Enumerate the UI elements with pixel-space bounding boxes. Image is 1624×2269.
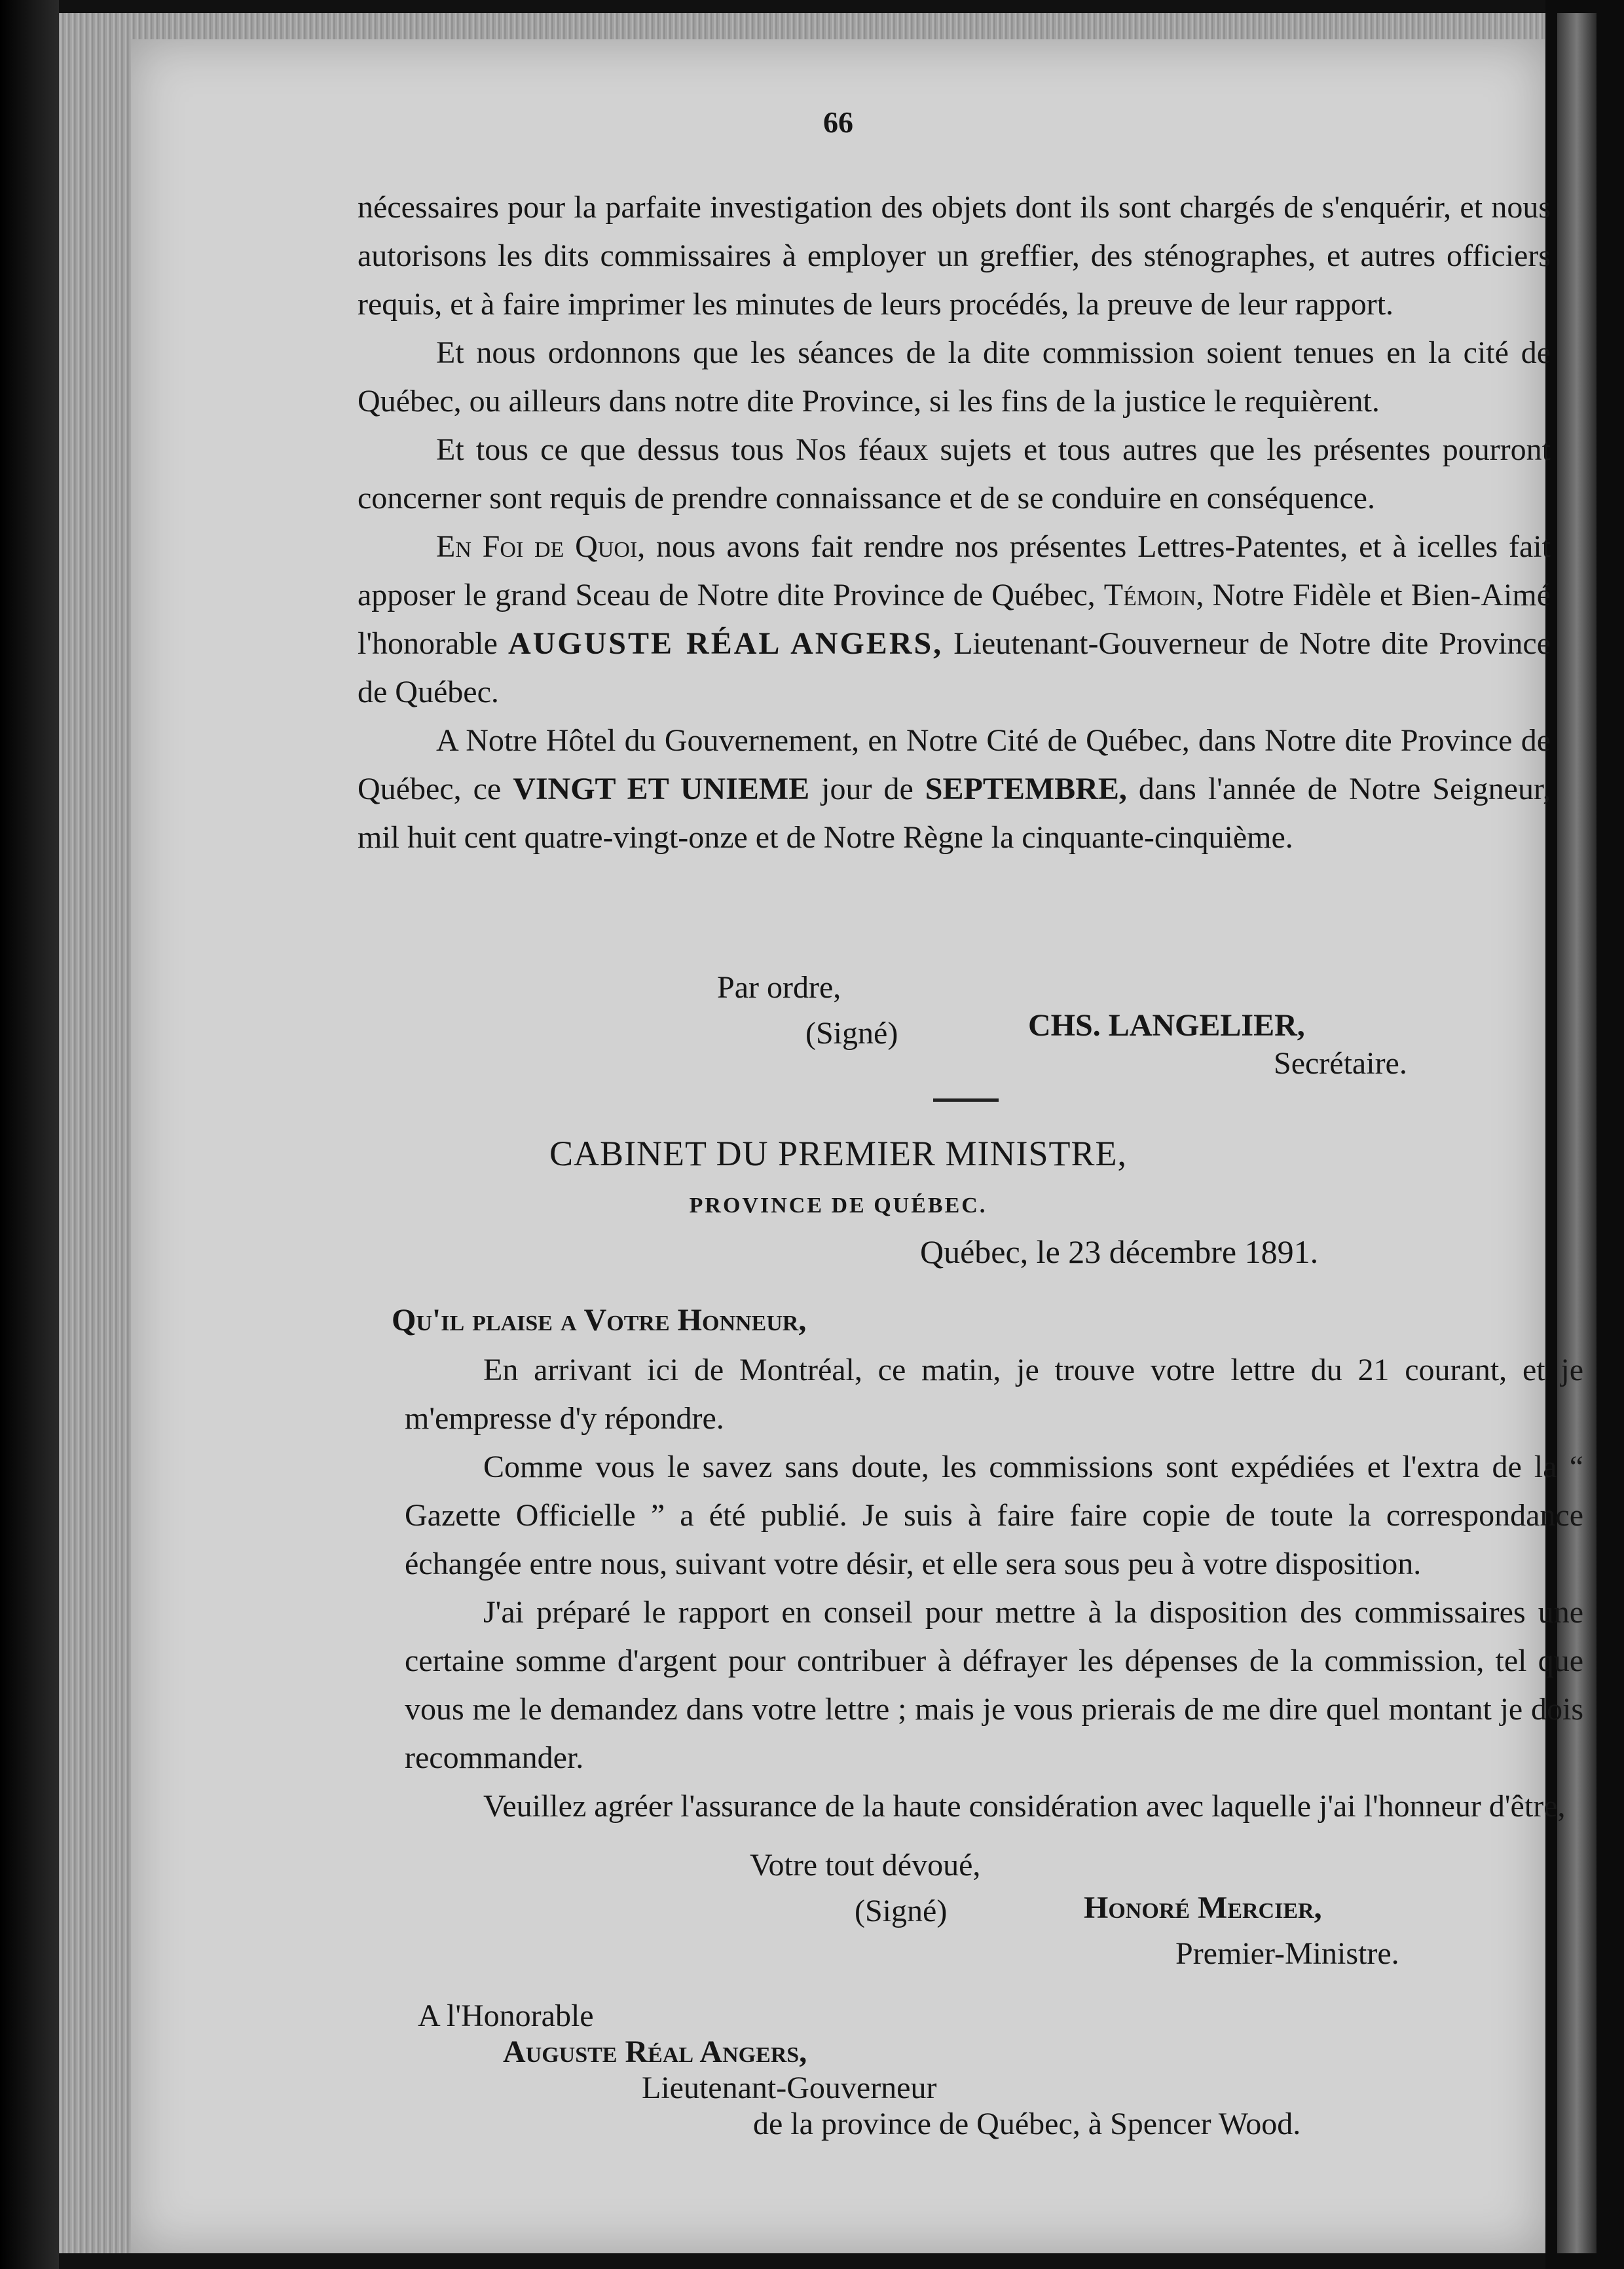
paragraph-3: Et tous ce que dessus tous Nos féaux sujets et tous autres que les présentes pourront concerner sont requis de prendre connaissance et de se conduire en conséquence. bbox=[358, 432, 1551, 516]
day-text: VINGT ET UNIEME bbox=[513, 772, 810, 806]
signe-1: (Signé) bbox=[805, 1016, 898, 1051]
paragraph-2: Et nous ordonnons que les séances de la dite commission soient tenues en la cité de Québec, ou ailleurs dans notre dite Province, si les fins de la justice le requièrent. bbox=[358, 335, 1551, 419]
paragraph-5-text-a: A Notre Hôtel du Gouvernement, en Notre Cité de Québec, dans Notre dite Province de Québec, ce bbox=[358, 723, 1551, 806]
paragraph-4 bbox=[358, 523, 1551, 717]
signer-mercier: Honoré Mercier, bbox=[1084, 1890, 1322, 1925]
letters-patent-body bbox=[358, 183, 1551, 862]
paragraph-1: nécessaires pour la parfaite investigation des objets dont ils sont chargés de s'enquérir, et nous autorisons les dits commissaires à employer un greffier, des sténographes, et autres officiers requis, et à faire imprimer les minutes de leurs procédés, la preuve de leur rapport. bbox=[358, 190, 1551, 322]
letter-paragraph-1: En arrivant ici de Montréal, ce matin, je trouve votre lettre du 21 courant, et je m'empresse d'y répondre. bbox=[405, 1353, 1583, 1436]
letter-dateline: Québec, le 23 décembre 1891. bbox=[920, 1233, 1319, 1270]
signe-2: (Signé) bbox=[855, 1894, 948, 1928]
address-line-2: Auguste Réal Angers, bbox=[503, 2035, 807, 2069]
secretaire-title: Secrétaire. bbox=[1274, 1046, 1407, 1081]
paragraph-5-text-c: dans l'année de Notre Seigneur, mil huit cent quatre-vingt-onze et de Notre Règne la cinquante-cinquième. bbox=[358, 772, 1551, 855]
paragraph-4-text-c: Lieutenant-Gouverneur de Notre dite Province de Québec. bbox=[358, 626, 1551, 709]
letter-heading: CABINET DU PREMIER MINISTRE, bbox=[549, 1134, 1128, 1173]
letter-paragraph-3: J'ai préparé le rapport en conseil pour mettre à la disposition des commissaires une certaine somme d'argent pour contribuer à défrayer les dépenses de la commission, tel que vous me le demandez dans votre lettre ; mais je vous prierais de me dire quel montant je dois recommander. bbox=[405, 1595, 1583, 1775]
address-line-1: A l'Honorable bbox=[418, 1998, 594, 2033]
film-border-left bbox=[0, 0, 59, 2269]
letter-paragraph-4: Veuillez agréer l'assurance de la haute considération avec laquelle j'ai l'honneur d'être, bbox=[483, 1789, 1566, 1824]
en-foi-de-quoi: En Foi de Quoi, bbox=[436, 529, 646, 564]
paragraph-5 bbox=[358, 717, 1551, 862]
page-text-layer bbox=[131, 39, 1583, 2253]
separator-rule bbox=[933, 1098, 999, 1102]
governor-name: AUGUSTE RÉAL ANGERS, bbox=[507, 626, 944, 661]
temoin: Témoin, bbox=[1103, 578, 1204, 612]
letter-subheading: PROVINCE DE QUÉBEC. bbox=[689, 1193, 987, 1218]
par-ordre: Par ordre, bbox=[717, 970, 841, 1005]
paragraph-4-text-a: nous avons fait rendre nos présentes Lettres-Patentes, et à icelles fait apposer le grand Sceau de Notre dite Province de Québec, bbox=[358, 529, 1551, 612]
letter-salutation: Qu'il plaise a Votre Honneur, bbox=[392, 1303, 807, 1338]
letter-body bbox=[405, 1346, 1583, 1831]
document-page bbox=[131, 39, 1583, 2253]
adjacent-page-edge bbox=[1557, 13, 1596, 2253]
signer-langelier: CHS. LANGELIER, bbox=[1028, 1008, 1305, 1043]
letter-paragraph-2: Comme vous le savez sans doute, les commissions sont expédiées et l'extra de la “ Gazette Officielle ” a été publié. Je suis à faire faire copie de toute la correspondance échangée entre nous, suivant votre désir, et elle sera sous peu à votre disposition. bbox=[405, 1450, 1583, 1581]
premier-ministre-title: Premier-Ministre. bbox=[1175, 1936, 1399, 1971]
paragraph-5-text-b: jour de bbox=[809, 772, 925, 806]
paragraph-4-text-b: Notre Fidèle et Bien-Aimé l'honorable bbox=[358, 578, 1551, 661]
address-line-3: Lieutenant-Gouverneur bbox=[642, 2071, 937, 2105]
month-text: SEPTEMBRE, bbox=[925, 772, 1127, 806]
letter-closing: Votre tout dévoué, bbox=[750, 1848, 981, 1883]
address-line-4: de la province de Québec, à Spencer Wood. bbox=[753, 2107, 1301, 2141]
page-number: 66 bbox=[823, 105, 853, 139]
